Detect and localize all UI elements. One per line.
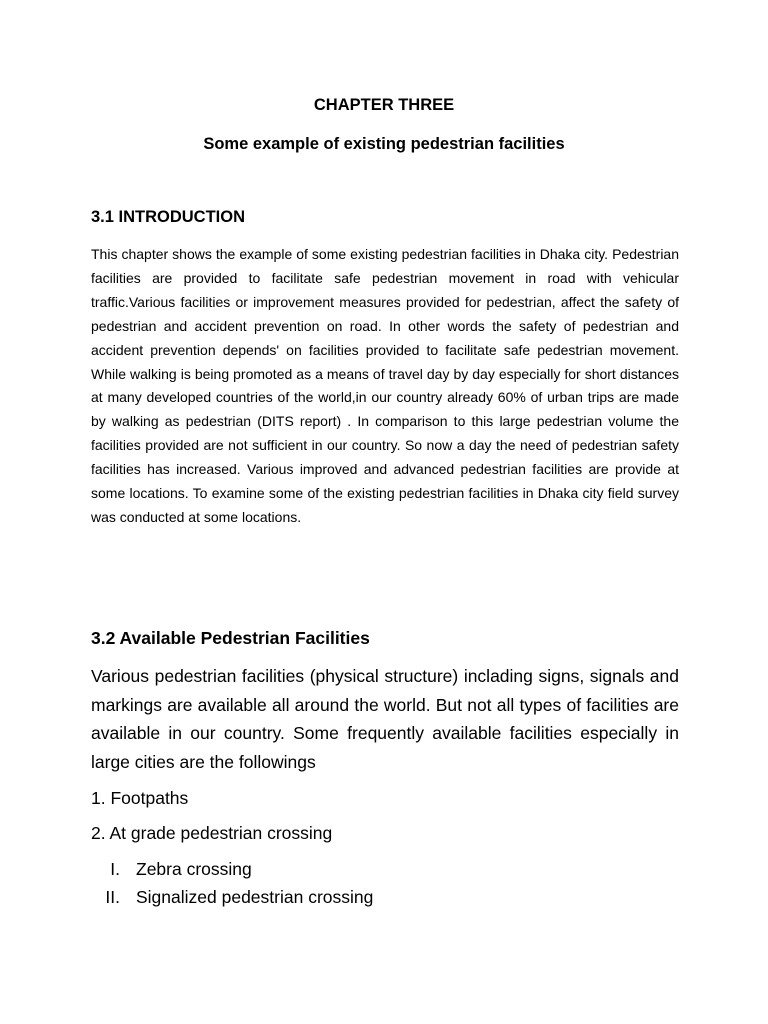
introduction-paragraph: This chapter shows the example of some existing pedestrian facilities in Dhaka city. Pedestrian facilities are provided to facilitate safe pedestrian movement in road with vehicular traffic.Various facilities or improvement measures provided for pedestrian, affect the safety of pedestrian and accident prevention on road. In other words the safety of pedestrian and accident prevention depends' on facilities provided to facilitate safe pedestrian movement. While walking is being promoted as a means of travel day by day especially for short distances at many developed countries of the world,in our country already 60% of urban trips are made by walking as pedestrian (DITS report) . In comparison to this large pedestrian volume the facilities provided are not sufficient in our country. So now a day the need of pedestrian safety facilities has increased. Various improved and advanced pedestrian facilities are provide at some locations. To examine some of the existing pedestrian facilities in Dhaka city field survey was conducted at some locations.	[91, 246, 679, 525]
chapter-subtitle: Some example of existing pedestrian facilities	[203, 135, 565, 153]
section-heading-introduction: 3.1 INTRODUCTION	[91, 208, 246, 226]
facilities-paragraph: Various pedestrian facilities (physical structure) inclading signs, signals and markings are available all around the world. But not all types of facilities are available in our country. Some frequently available facilities especially in large cities are the followings	[91, 666, 679, 772]
sub-list-text: Signalized pedestrian crossing	[136, 887, 374, 907]
sub-list-numeral: II.	[105, 887, 120, 907]
sub-list-numeral: I.	[110, 859, 120, 879]
list-item-at-grade-crossing: 2. At grade pedestrian crossing	[91, 823, 333, 843]
sub-list-text: Zebra crossing	[136, 859, 252, 879]
chapter-heading: CHAPTER THREE	[313, 96, 455, 114]
section-heading-available-facilities: 3.2 Available Pedestrian Facilities	[91, 628, 370, 648]
list-item-footpaths: 1. Footpaths	[91, 788, 189, 808]
